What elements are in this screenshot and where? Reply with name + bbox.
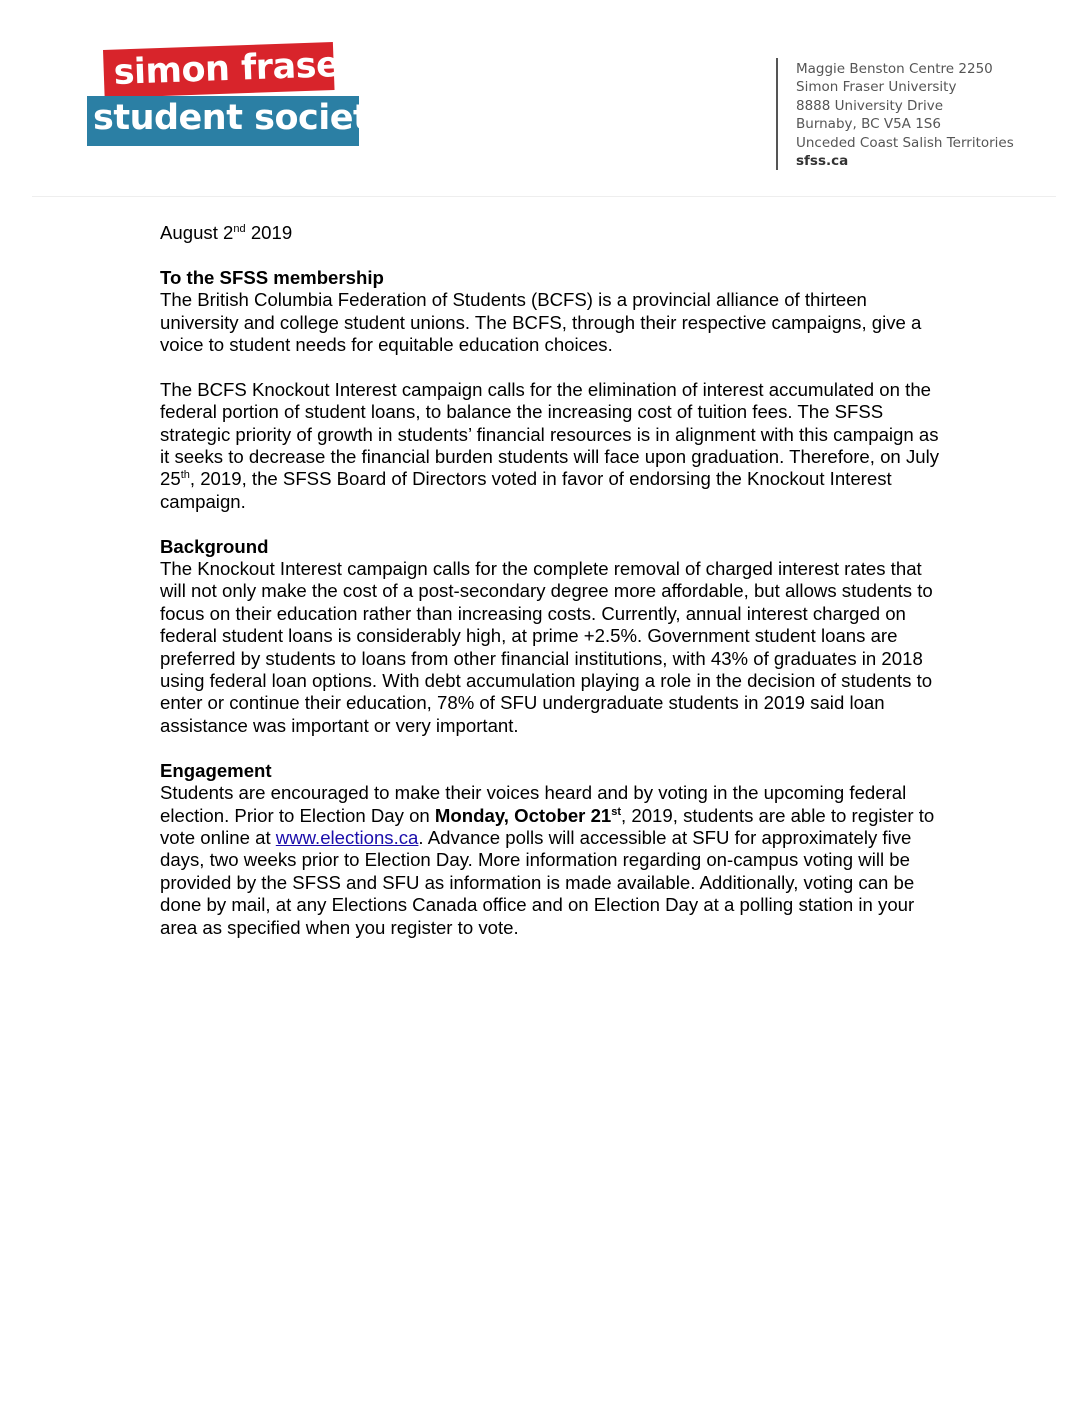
address-line: Unceded Coast Salish Territories <box>796 134 1014 151</box>
header-divider <box>32 196 1056 197</box>
background-heading: Background <box>160 535 269 557</box>
intro-p2-ordinal: th <box>180 469 190 482</box>
elections-link[interactable]: www.elections.ca <box>275 826 419 848</box>
date-year: 2019 <box>245 222 293 243</box>
intro-p2-text: The BCFS Knockout Interest campaign calls for the elimination of interest accumulated on the federal portion of student loans, to balance the increasing cost of tuition fees. The SFSS strategic priority of growth in students’ financial resources is in alignment with this campaign as it seeks to decrease the financial burden students will face upon graduation. Therefore, on July 25 <box>160 378 940 490</box>
address-line: 8888 University Drive <box>796 97 944 114</box>
logo-line-1: simon fraser <box>113 44 357 93</box>
engagement-heading: Engagement <box>160 759 272 781</box>
address-line: Simon Fraser University <box>796 79 957 96</box>
engagement-text-2: , 2019, students are able to register to vote online at <box>160 804 935 848</box>
intro-paragraph-1: The British Columbia Federation of Students (BCFS) is a provincial alliance of thirteen university and college student unions. The BCFS, through their respective campaigns, give a voice to student needs for equitable education choices. <box>160 289 922 356</box>
intro-p2-text-end: , 2019, the SFSS Board of Directors voted in favor of endorsing the Knockout Interest campaign. <box>160 468 892 512</box>
logo-line-2: student society <box>93 98 392 138</box>
address-block <box>796 60 1014 170</box>
address-divider <box>776 58 778 170</box>
engagement-text-1: Students are encouraged to make their voices heard and by voting in the upcoming federal election. Prior to Election Day on <box>160 782 907 826</box>
background-paragraph: The Knockout Interest campaign calls for the complete removal of charged interest rates that will not only make the cost of a post-secondary degree more affordable, but allows students to focus on their education rather than increasing costs. Currently, annual interest charged on federal student loans is considerably high, at prime +2.5%. Government student loans are preferred by students to loans from other financial institutions, with 43% of graduates in 2018 using federal loan options. With debt accumulation playing a role in the decision of students to enter or continue their education, 78% of SFU undergraduate students in 2019 said loan assistance was important or very important. <box>160 558 933 736</box>
intro-paragraph-2 <box>160 379 950 513</box>
letter-date <box>160 222 950 244</box>
address-line: Burnaby, BC V5A 1S6 <box>796 116 941 133</box>
election-date-text: Monday, October 21 <box>434 804 612 826</box>
website-link[interactable]: sfss.ca <box>796 153 849 170</box>
date-text: August 2 <box>160 222 234 243</box>
engagement-text-3: . Advance polls will accessible at SFU for approximately five days, two weeks prior to Election Day. More information regarding on-campus voting will be provided by the SFSS and SFU as information is made available. Additionally, voting can be done by mail, at any Elections Canada office and on Election Day at a polling station in your area as specified when you register to vote. <box>160 826 915 938</box>
engagement-paragraph <box>160 782 950 939</box>
election-date-ordinal: st <box>611 805 622 818</box>
election-date <box>435 805 621 826</box>
letter-body <box>160 222 950 939</box>
date-ordinal: nd <box>233 223 246 235</box>
intro-heading: To the SFSS membership <box>160 266 384 288</box>
address-line: Maggie Benston Centre 2250 <box>796 61 993 77</box>
sfss-logo <box>87 44 392 150</box>
